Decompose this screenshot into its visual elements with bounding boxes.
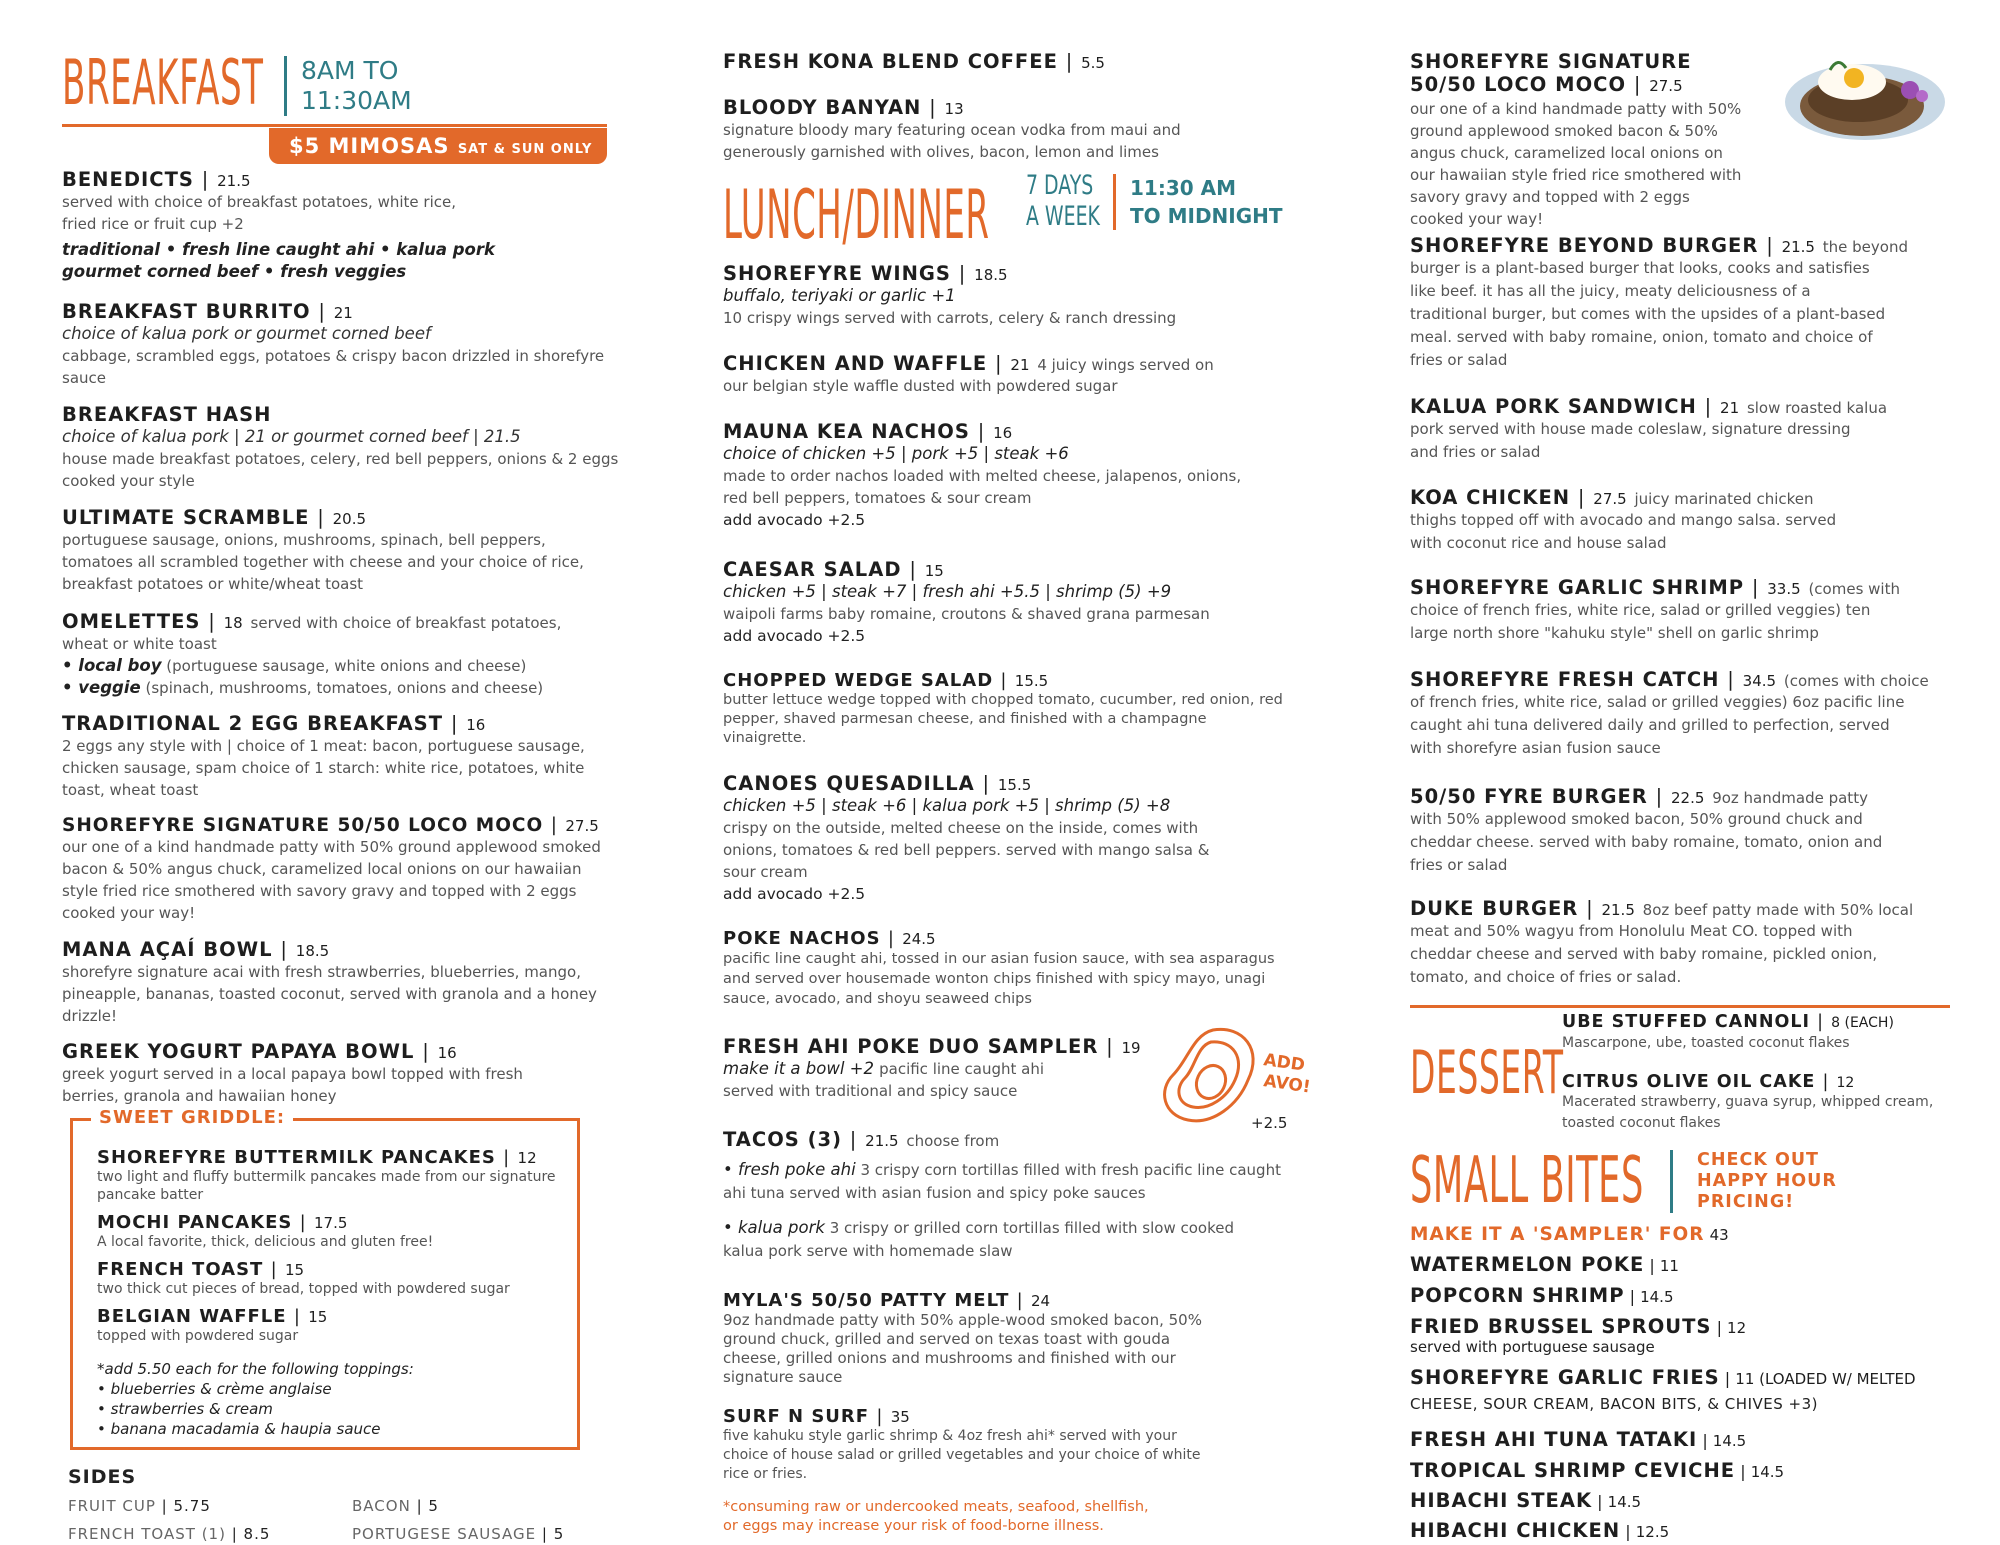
item-price: 11 bbox=[1659, 1257, 1679, 1275]
item-price: 21 bbox=[1010, 356, 1030, 374]
item-desc: with 50% applewood smoked bacon, 50% ground chuck and cheddar cheese. served with baby romaine, tomato, onion and fries or salad bbox=[1410, 810, 1883, 874]
item-desc: served with traditional and spicy sauce bbox=[723, 1082, 1018, 1100]
item-name: CITRUS OLIVE OIL CAKE bbox=[1562, 1072, 1816, 1092]
item-price: 15 bbox=[924, 562, 944, 580]
item-options: buffalo, teriyaki or garlic +1 bbox=[723, 286, 956, 305]
item-note: CHEESE, SOUR CREAM, BACON BITS, & CHIVES +3) bbox=[1410, 1395, 1818, 1413]
item-price: 16 bbox=[437, 1044, 457, 1062]
sweet-griddle-box bbox=[70, 1107, 580, 1450]
mimosa-label: $5 MIMOSAS bbox=[289, 134, 450, 158]
item-price: 18.5 bbox=[974, 266, 1008, 284]
item-options: chicken +5 | steak +6 | kalua pork +5 | shrimp (5) +8 bbox=[723, 796, 1171, 815]
small-bite-item: HIBACHI CHICKEN | 12.5 bbox=[1410, 1519, 1670, 1542]
happy-hour-line2: HAPPY HOUR bbox=[1697, 1171, 1837, 1191]
menu-item-loco-moco: SHOREFYRE SIGNATURE 50/50 LOCO MOCO | 27.5 our one of a kind handmade patty with 50% ground applewood smoked bacon & 50% angus chuck, caramelized local onions on our hawaiian style fried rice smothered with savory gravy and topped with 2 eggs cooked your way! bbox=[62, 815, 622, 924]
item-options: traditional • fresh line caught ahi • kalua pork bbox=[62, 240, 495, 259]
avo-badge-line1: ADD bbox=[1262, 1050, 1307, 1076]
item-name: HIBACHI STEAK bbox=[1410, 1489, 1593, 1512]
item-name: TRADITIONAL 2 EGG BREAKFAST bbox=[62, 712, 444, 735]
item-price: 13 bbox=[944, 100, 964, 118]
item-name-line2: 50/50 LOCO MOCO bbox=[1410, 73, 1627, 96]
item-name: MYLA'S 50/50 PATTY MELT bbox=[723, 1290, 1010, 1311]
item-options: chicken +5 | steak +7 | fresh ahi +5.5 | shrimp (5) +9 bbox=[723, 582, 1172, 601]
item-inline-desc: choose from bbox=[906, 1132, 1000, 1150]
item-name: SHOREFYRE GARLIC SHRIMP bbox=[1410, 576, 1745, 599]
menu-item-garlic-shrimp: SHOREFYRE GARLIC SHRIMP | 33.5 (comes with choice of french fries, white rice, salad or grilled veggies) ten large north shore "kahuku style" shell on garlic shrimp bbox=[1410, 576, 1970, 645]
item-desc: made to order nachos loaded with melted cheese, jalapenos, onions, red bell peppers, tomatoes & sour cream bbox=[723, 467, 1242, 507]
item-price: 35 bbox=[890, 1408, 910, 1426]
small-bite-item: FRESH AHI TUNA TATAKI | 14.5 bbox=[1410, 1428, 1747, 1451]
item-price: 27.5 bbox=[565, 817, 599, 835]
item-name: DUKE BURGER bbox=[1410, 897, 1579, 920]
item-desc: our one of a kind handmade patty with 50% ground applewood smoked bacon & 50% angus chuck, caramelized local onions on our hawaiian style fried rice smothered with savory gravy and topped with 2 eggs cooked your way! bbox=[1410, 100, 1742, 228]
avocado-icon bbox=[1153, 1020, 1313, 1140]
item-desc: five kahuku style garlic shrimp & 4oz fresh ahi* served with your choice of house salad or grilled vegetables and your choice of white rice or fries. bbox=[723, 1428, 1201, 1482]
item-inline-desc: served with choice of breakfast potatoes, bbox=[250, 614, 562, 632]
item-name: SURF N SURF bbox=[723, 1406, 870, 1427]
menu-item-beyond-burger: SHOREFYRE BEYOND BURGER | 21.5 the beyond burger is a plant-based burger that looks, cooks and satisfies like beef. it has all the juicy, meaty deliciousness of a traditional burger, but comes with the upsides of a plant-based meal. served with baby romaine, onion, tomato and choice of fries or salad bbox=[1410, 234, 1970, 372]
item-desc: burger is a plant-based burger that looks, cooks and satisfies like beef. it has all the juicy, meaty deliciousness of a traditional burger, but comes with the upsides of a plant-based meal. served with baby romaine, onion, tomato and choice of fries or salad bbox=[1410, 259, 1886, 369]
item-price: 12 bbox=[517, 1149, 537, 1167]
menu-item-tacos: TACOS (3) | 21.5 choose from • fresh poke ahi 3 crispy corn tortillas filled with fresh pacific line caught ahi tuna served with asian fusion and spicy poke sauces • kalua pork 3 crispy or grilled corn tortillas filled with slow cooked kalua pork serve with homemade slaw bbox=[723, 1128, 1281, 1260]
item-price: 21.5 bbox=[217, 172, 251, 190]
lunch-hours bbox=[1113, 174, 1283, 230]
menu-item-kalua-pork-sandwich: KALUA PORK SANDWICH | 21 slow roasted kalua pork served with house made coleslaw, signature dressing and fries or salad bbox=[1410, 395, 1970, 464]
avo-badge-line2: AVO! bbox=[1262, 1071, 1312, 1098]
menu-item-poke-nachos: POKE NACHOS | 24.5 pacific line caught ahi, tossed in our asian fusion sauce, with sea asparagus and served over housemade wonton chips finished with spicy mayo, unagi sauce, avocado, and shoyu seaweed chips bbox=[723, 928, 1293, 1009]
breakfast-hours bbox=[284, 56, 412, 116]
item-option-desc: 3 crispy corn tortillas filled with fresh pacific line caught ahi tuna served with asian fusion and spicy poke sauces bbox=[723, 1161, 1281, 1202]
item-price: 21.5 bbox=[1601, 901, 1635, 919]
item-name: FRESH KONA BLEND COFFEE bbox=[723, 50, 1058, 73]
item-name: TACOS (3) bbox=[723, 1128, 842, 1151]
item-name: FRESH AHI POKE DUO SAMPLER bbox=[723, 1035, 1099, 1058]
item-name: FRESH AHI TUNA TATAKI bbox=[1410, 1428, 1698, 1451]
item-desc: portuguese sausage, onions, mushrooms, spinach, bell peppers, tomatoes all scrambled together with cheese and your choice of rice, breakfast potatoes or white/wheat toast bbox=[62, 531, 584, 593]
item-price: 33.5 bbox=[1767, 580, 1801, 598]
item-name: KALUA PORK SANDWICH bbox=[1410, 395, 1697, 418]
item-options: make it a bowl +2 bbox=[723, 1059, 875, 1078]
item-desc: pacific line caught ahi, tossed in our asian fusion sauce, with sea asparagus and served over housemade wonton chips finished with spicy mayo, unagi sauce, avocado, and shoyu seaweed chips bbox=[723, 951, 1275, 1007]
item-option: • veggie bbox=[62, 678, 141, 697]
item-price: 22.5 bbox=[1670, 789, 1705, 807]
item-desc: Mascarpone, ube, toasted coconut flakes bbox=[1562, 1035, 1850, 1051]
item-name: CAESAR SALAD bbox=[723, 558, 902, 581]
item-desc: greek yogurt served in a local papaya bowl topped with fresh berries, granola and hawaiian honey bbox=[62, 1065, 523, 1105]
side-price: 5 bbox=[428, 1497, 439, 1515]
sweet-griddle-title: SWEET GRIDDLE: bbox=[91, 1107, 293, 1128]
item-price: 16 bbox=[466, 716, 486, 734]
disclaimer-line1: *consuming raw or undercooked meats, seafood, shellfish, bbox=[723, 1499, 1149, 1515]
item-desc: choice of french fries, white rice, salad or grilled veggies) ten large north shore "kahuku style" shell on garlic shrimp bbox=[1410, 601, 1871, 642]
lunch-days-line1: 7 DAYS bbox=[1026, 170, 1094, 201]
menu-item-coffee: FRESH KONA BLEND COFFEE | 5.5 bbox=[723, 50, 1105, 73]
toppings-title: *add 5.50 each for the following toppings: bbox=[97, 1360, 414, 1378]
breakfast-rule bbox=[62, 124, 607, 127]
item-note: served with portuguese sausage bbox=[1410, 1338, 1655, 1356]
item-price: 15 bbox=[284, 1261, 305, 1279]
side-name: PORTUGESE SAUSAGE bbox=[352, 1525, 537, 1543]
item-price: 16 bbox=[993, 424, 1013, 442]
food-safety-disclaimer bbox=[723, 1498, 1293, 1536]
item-options: gourmet corned beef • fresh veggies bbox=[62, 262, 407, 281]
item-inline-desc: slow roasted kalua bbox=[1746, 399, 1888, 417]
item-desc: A local favorite, thick, delicious and gluten free! bbox=[97, 1234, 434, 1250]
item-price: 21.5 bbox=[865, 1132, 899, 1150]
item-price: 15.5 bbox=[1014, 672, 1049, 690]
sampler-price: 43 bbox=[1709, 1226, 1729, 1244]
small-bite-item: TROPICAL SHRIMP CEVICHE | 14.5 bbox=[1410, 1459, 1785, 1482]
item-name: CHOPPED WEDGE SALAD bbox=[723, 670, 994, 691]
lunch-hours-line1: 11:30 AM bbox=[1130, 176, 1237, 200]
item-option: • local boy bbox=[62, 656, 162, 675]
item-name: SHOREFYRE BEYOND BURGER bbox=[1410, 234, 1759, 257]
item-price: 14.5 bbox=[1750, 1463, 1785, 1481]
item-price: 18.5 bbox=[295, 942, 330, 960]
item-desc: waipoli farms baby romaine, croutons & shaved grana parmesan bbox=[723, 605, 1210, 623]
item-addon: add avocado +2.5 bbox=[723, 885, 866, 903]
sampler-offer bbox=[1410, 1224, 1970, 1245]
menu-item-yogurt-bowl: GREEK YOGURT PAPAYA BOWL | 16 greek yogurt served in a local papaya bowl topped with fresh berries, granola and hawaiian honey bbox=[62, 1040, 622, 1107]
menu-item-koa-chicken: KOA CHICKEN | 27.5 juicy marinated chicken thighs topped off with avocado and mango salsa. served with coconut rice and house salad bbox=[1410, 486, 1970, 555]
dessert-item: CITRUS OLIVE OIL CAKE | 12 Macerated strawberry, guava syrup, whipped cream, toasted coconut flakes bbox=[1562, 1072, 1972, 1134]
item-option-desc: (portuguese sausage, white onions and cheese) bbox=[166, 657, 527, 675]
item-name: BREAKFAST BURRITO bbox=[62, 300, 311, 323]
side-item: FRUIT CUP | 5.75 bbox=[68, 1497, 211, 1515]
item-price: 24 bbox=[1031, 1292, 1051, 1310]
item-desc: wheat or white toast bbox=[62, 635, 217, 653]
item-desc: butter lettuce wedge topped with chopped tomato, cucumber, red onion, red pepper, shaved parmesan cheese, and finished with a champagne vinaigrette. bbox=[723, 692, 1283, 746]
item-name: MAUNA KEA NACHOS bbox=[723, 420, 970, 443]
item-price: 14.5 bbox=[1640, 1288, 1674, 1306]
item-inline-desc: juicy marinated chicken bbox=[1634, 490, 1814, 508]
item-addon: add avocado +2.5 bbox=[723, 627, 866, 645]
item-name: FRENCH TOAST bbox=[97, 1259, 264, 1280]
disclaimer-line2: or eggs may increase your risk of food-borne illness. bbox=[723, 1518, 1104, 1534]
item-name: KOA CHICKEN bbox=[1410, 486, 1571, 509]
sides-section bbox=[68, 1466, 628, 1488]
dessert-divider bbox=[1410, 1005, 1950, 1008]
item-inline-desc: pacific line caught ahi bbox=[879, 1060, 1045, 1078]
item-name: BENEDICTS bbox=[62, 168, 194, 191]
item-price: 12.5 bbox=[1635, 1523, 1670, 1541]
item-desc: fried rice or fruit cup +2 bbox=[62, 215, 244, 233]
small-bite-item: FRIED BRUSSEL SPROUTS | 12 served with portuguese sausage bbox=[1410, 1315, 1970, 1356]
item-desc: crispy on the outside, melted cheese on the inside, comes with onions, tomatoes & red bell peppers. served with mango salsa & sour cream bbox=[723, 819, 1210, 881]
topping-item: • banana macadamia & haupia sauce bbox=[97, 1420, 381, 1438]
griddle-item: MOCHI PANCAKES | 17.5 A local favorite, thick, delicious and gluten free! bbox=[97, 1212, 562, 1251]
item-desc: two thick cut pieces of bread, topped with powdered sugar bbox=[97, 1281, 510, 1297]
item-price: 15 bbox=[308, 1308, 328, 1326]
item-price: 18 bbox=[223, 614, 243, 632]
griddle-item: FRENCH TOAST | 15 two thick cut pieces of bread, topped with powdered sugar bbox=[97, 1259, 562, 1298]
side-name: BACON bbox=[352, 1497, 411, 1515]
item-price: 15.5 bbox=[997, 776, 1032, 794]
item-name: UBE STUFFED CANNOLI bbox=[1562, 1012, 1811, 1032]
lunch-dinner-title: LUNCH/DINNER bbox=[723, 176, 990, 255]
item-name: POKE NACHOS bbox=[723, 928, 881, 949]
small-bite-item: SHOREFYRE GARLIC FRIES | 11 (LOADED W/ MELTED CHEESE, SOUR CREAM, BACON BITS, & CHIVES +3) bbox=[1410, 1366, 1970, 1419]
item-options: choice of chicken +5 | pork +5 | steak +6 bbox=[723, 444, 1069, 463]
item-price: 14.5 bbox=[1712, 1432, 1747, 1450]
item-options: choice of kalua pork | 21 or gourmet corned beef | 21.5 bbox=[62, 427, 521, 446]
sides-title: SIDES bbox=[68, 1466, 137, 1488]
item-option-desc: 3 crispy or grilled corn tortillas filled with slow cooked kalua pork serve with homemade slaw bbox=[723, 1219, 1235, 1260]
menu-item-poke-duo: FRESH AHI POKE DUO SAMPLER | 19 make it a bowl +2 pacific line caught ahi served with traditional and spicy sauce bbox=[723, 1035, 1143, 1102]
item-name: FRIED BRUSSEL SPROUTS bbox=[1410, 1315, 1712, 1338]
happy-hour-line1: CHECK OUT bbox=[1697, 1150, 1819, 1170]
item-price: 21 bbox=[1720, 399, 1740, 417]
item-option: • fresh poke ahi bbox=[723, 1160, 856, 1179]
menu-item-quesadilla: CANOES QUESADILLA | 15.5 chicken +5 | steak +6 | kalua pork +5 | shrimp (5) +8 crispy on the outside, melted cheese on the inside, comes with onions, tomatoes & red bell peppers. served with mango salsa & sour cream add avocado +2.5 bbox=[723, 772, 1293, 905]
item-name: 50/50 FYRE BURGER bbox=[1410, 785, 1648, 808]
item-inline-desc: (comes with choice bbox=[1783, 672, 1929, 690]
item-price: 12 bbox=[1836, 1075, 1855, 1091]
menu-item-benedicts: BENEDICTS | 21.5 served with choice of breakfast potatoes, white rice, fried rice or fruit cup +2 traditional • fresh line caught ahi • kalua pork gourmet corned beef • fresh veggies bbox=[62, 168, 622, 283]
item-price: 34.5 bbox=[1742, 672, 1777, 690]
item-price: 14.5 bbox=[1607, 1493, 1642, 1511]
item-option-desc: (spinach, mushrooms, tomatoes, onions and cheese) bbox=[145, 679, 544, 697]
item-addon: add avocado +2.5 bbox=[723, 511, 866, 529]
item-name: CANOES QUESADILLA bbox=[723, 772, 975, 795]
dessert-item: UBE STUFFED CANNOLI | 8 (EACH) Mascarpone, ube, toasted coconut flakes bbox=[1562, 1012, 1972, 1054]
breakfast-hours-line1: 8AM TO bbox=[301, 56, 399, 85]
small-bite-item: HIBACHI STEAK | 14.5 bbox=[1410, 1489, 1642, 1512]
menu-item-fyre-burger: 50/50 FYRE BURGER | 22.5 9oz handmade patty with 50% applewood smoked bacon, 50% ground chuck and cheddar cheese. served with baby romaine, tomato, onion and fries or salad bbox=[1410, 785, 1970, 877]
griddle-item: BELGIAN WAFFLE | 15 topped with powdered sugar bbox=[97, 1306, 562, 1345]
item-desc: served with choice of breakfast potatoes, white rice, bbox=[62, 193, 456, 211]
item-name: HIBACHI CHICKEN bbox=[1410, 1519, 1621, 1542]
menu-item-acai-bowl: MANA AÇAÍ BOWL | 18.5 shorefyre signature acai with fresh strawberries, blueberries, mango, pineapple, bananas, toasted coconut, served with granola and a honey drizzle! bbox=[62, 938, 622, 1027]
side-price: 5.75 bbox=[173, 1497, 211, 1515]
item-name: POPCORN SHRIMP bbox=[1410, 1284, 1625, 1307]
item-desc: our belgian style waffle dusted with powdered sugar bbox=[723, 377, 1118, 395]
item-name: TROPICAL SHRIMP CEVICHE bbox=[1410, 1459, 1736, 1482]
item-desc: of french fries, white rice, salad or grilled veggies) 6oz pacific line caught ahi tuna delivered daily and grilled to perfection, served with shorefyre asian fusion sauce bbox=[1410, 693, 1905, 757]
item-inline-desc: 4 juicy wings served on bbox=[1037, 356, 1214, 374]
item-price: 21.5 bbox=[1781, 238, 1815, 256]
item-inline-desc: 8oz beef patty made with 50% local bbox=[1642, 901, 1914, 919]
item-price: 24.5 bbox=[902, 930, 936, 948]
menu-item-fresh-catch: SHOREFYRE FRESH CATCH | 34.5 (comes with choice of french fries, white rice, salad or grilled veggies) 6oz pacific line caught ahi tuna delivered daily and grilled to perfection, served with shorefyre asian fusion sauce bbox=[1410, 668, 1970, 760]
menu-item-duke-burger: DUKE BURGER | 21.5 8oz beef patty made with 50% local meat and 50% wagyu from Honolulu Meat CO. topped with cheddar cheese and served with baby romaine, pickled onion, tomato, and choice of fries or salad. bbox=[1410, 897, 1970, 989]
item-desc: two light and fluffy buttermilk pancakes made from our signature pancake batter bbox=[97, 1169, 556, 1203]
menu-item-bloody-banyan: BLOODY BANYAN | 13 signature bloody mary featuring ocean vodka from maui and generously garnished with olives, bacon, lemon and limes bbox=[723, 96, 1293, 163]
item-desc: 9oz handmade patty with 50% apple-wood smoked bacon, 50% ground chuck, grilled and served on texas toast with gouda cheese, grilled onions and mushrooms and finished with our signature sauce bbox=[723, 1311, 1202, 1386]
item-name: BELGIAN WAFFLE bbox=[97, 1306, 287, 1327]
signature-loco-moco-desc bbox=[1410, 98, 1970, 230]
item-price: 19 bbox=[1121, 1039, 1141, 1057]
lunch-hours-line2: TO MIDNIGHT bbox=[1130, 204, 1283, 228]
sampler-label: MAKE IT A 'SAMPLER' FOR bbox=[1410, 1224, 1705, 1245]
dessert-title: DESSERT bbox=[1410, 1038, 1564, 1108]
item-name: MANA AÇAÍ BOWL bbox=[62, 938, 273, 961]
happy-hour-note bbox=[1670, 1150, 1837, 1213]
item-name: CHICKEN AND WAFFLE bbox=[723, 352, 988, 375]
item-price: 12 bbox=[1727, 1319, 1747, 1337]
item-price: 11 (LOADED W/ MELTED bbox=[1735, 1370, 1916, 1388]
item-price: 17.5 bbox=[313, 1214, 348, 1232]
item-desc: thighs topped off with avocado and mango salsa. served with coconut rice and house salad bbox=[1410, 511, 1837, 552]
mimosa-note: SAT & SUN ONLY bbox=[457, 142, 593, 157]
item-options: choice of kalua pork or gourmet corned beef bbox=[62, 324, 431, 343]
menu-item-ultimate-scramble: ULTIMATE SCRAMBLE | 20.5 portuguese sausage, onions, mushrooms, spinach, bell peppers, tomatoes all scrambled together with cheese and your choice of rice, breakfast potatoes or white/wheat toast bbox=[62, 506, 622, 595]
side-item: PORTUGESE SAUSAGE | 5 bbox=[352, 1525, 565, 1543]
item-inline-desc: 9oz handmade patty bbox=[1712, 789, 1868, 807]
item-option: • kalua pork bbox=[723, 1218, 825, 1237]
lunch-days-line2: A WEEK bbox=[1026, 201, 1100, 232]
item-name: GREEK YOGURT PAPAYA BOWL bbox=[62, 1040, 415, 1063]
item-desc: shorefyre signature acai with fresh strawberries, blueberries, mango, pineapple, bananas, toasted coconut, served with granola and a honey drizzle! bbox=[62, 963, 597, 1025]
side-item: BACON | 5 bbox=[352, 1497, 439, 1515]
side-item: FRENCH TOAST (1) | 8.5 bbox=[68, 1525, 271, 1543]
breakfast-title: BREAKFAST bbox=[62, 46, 264, 119]
item-price: 27.5 bbox=[1593, 490, 1627, 508]
item-name: SHOREFYRE GARLIC FRIES bbox=[1410, 1366, 1720, 1389]
item-name: ULTIMATE SCRAMBLE bbox=[62, 506, 310, 529]
menu-item-nachos: MAUNA KEA NACHOS | 16 choice of chicken +5 | pork +5 | steak +6 made to order nachos loaded with melted cheese, jalapenos, onions, red bell peppers, tomatoes & sour cream add avocado +2.5 bbox=[723, 420, 1293, 531]
item-desc: signature bloody mary featuring ocean vodka from maui and generously garnished with olives, bacon, lemon and limes bbox=[723, 121, 1181, 161]
item-desc: house made breakfast potatoes, celery, red bell peppers, onions & 2 eggs cooked your style bbox=[62, 450, 619, 490]
menu-item-chicken-waffle: CHICKEN AND WAFFLE | 21 4 juicy wings served on our belgian style waffle dusted with powdered sugar bbox=[723, 352, 1293, 397]
menu-item-patty-melt: MYLA'S 50/50 PATTY MELT | 24 9oz handmade patty with 50% apple-wood smoked bacon, 50% ground chuck, grilled and served on texas toast with gouda cheese, grilled onions and mushrooms and finished with our signature sauce bbox=[723, 1290, 1293, 1387]
item-desc: Macerated strawberry, guava syrup, whipped cream, toasted coconut flakes bbox=[1562, 1094, 1934, 1131]
breakfast-hours-line2: 11:30AM bbox=[301, 86, 412, 115]
menu-item-traditional-breakfast: TRADITIONAL 2 EGG BREAKFAST | 16 2 eggs any style with | choice of 1 meat: bacon, portuguese sausage, chicken sausage, spam choice of 1 starch: white rice, potatoes, white toast, wheat toast bbox=[62, 712, 622, 801]
side-price: 5 bbox=[553, 1525, 565, 1543]
item-price: 27.5 bbox=[1649, 77, 1683, 95]
lunch-days bbox=[1026, 170, 1100, 232]
item-inline-desc: (comes with bbox=[1808, 580, 1900, 598]
item-desc: our one of a kind handmade patty with 50% ground applewood smoked bacon & 50% angus chuck, caramelized local onions on our hawaiian style fried rice smothered with savory gravy and topped with 2 eggs cooked your way! bbox=[62, 838, 601, 922]
small-bite-item: WATERMELON POKE | 11 bbox=[1410, 1253, 1679, 1276]
item-name: MOCHI PANCAKES bbox=[97, 1212, 293, 1233]
menu-item-wings: SHOREFYRE WINGS | 18.5 buffalo, teriyaki or garlic +1 10 crispy wings served with carrots, celery & ranch dressing bbox=[723, 262, 1293, 329]
small-bite-item: POPCORN SHRIMP | 14.5 bbox=[1410, 1284, 1674, 1307]
side-name: FRENCH TOAST (1) bbox=[68, 1525, 226, 1543]
item-desc: cabbage, scrambled eggs, potatoes & crispy bacon drizzled in shorefyre sauce bbox=[62, 347, 605, 387]
item-name: BREAKFAST HASH bbox=[62, 403, 272, 426]
menu-item-surf-n-surf: SURF N SURF | 35 five kahuku style garlic shrimp & 4oz fresh ahi* served with your choice of house salad or grilled vegetables and your choice of white rice or fries. bbox=[723, 1406, 1293, 1484]
side-price: 8.5 bbox=[243, 1525, 271, 1543]
item-desc: topped with powdered sugar bbox=[97, 1328, 299, 1344]
menu-item-omelettes: OMELETTES | 18 served with choice of breakfast potatoes, wheat or white toast • local boy (portuguese sausage, white onions and cheese) • veggie (spinach, mushrooms, tomatoes, onions and cheese) bbox=[62, 610, 622, 699]
item-name: SHOREFYRE SIGNATURE 50/50 LOCO MOCO bbox=[62, 815, 544, 836]
topping-item: • strawberries & cream bbox=[97, 1400, 273, 1418]
item-name: BLOODY BANYAN bbox=[723, 96, 922, 119]
item-name: WATERMELON POKE bbox=[1410, 1253, 1645, 1276]
menu-item-breakfast-burrito: BREAKFAST BURRITO | 21 choice of kalua pork or gourmet corned beef cabbage, scrambled eggs, potatoes & crispy bacon drizzled in shorefyre sauce bbox=[62, 300, 622, 389]
item-desc: meat and 50% wagyu from Honolulu Meat CO. topped with cheddar cheese and served with baby romaine, pickled onion, tomato, and choice of fries or salad. bbox=[1410, 922, 1878, 986]
griddle-item: SHOREFYRE BUTTERMILK PANCAKES | 12 two light and fluffy buttermilk pancakes made from our signature pancake batter bbox=[97, 1147, 562, 1204]
item-inline-desc: the beyond bbox=[1822, 238, 1908, 256]
item-name: SHOREFYRE WINGS bbox=[723, 262, 951, 285]
topping-item: • blueberries & crème anglaise bbox=[97, 1380, 332, 1398]
menu-item-caesar-salad: CAESAR SALAD | 15 chicken +5 | steak +7 | fresh ahi +5.5 | shrimp (5) +9 waipoli farms baby romaine, croutons & shaved grana parmesan add avocado +2.5 bbox=[723, 558, 1293, 647]
item-price: 21 bbox=[333, 304, 353, 322]
item-name: SHOREFYRE BUTTERMILK PANCAKES bbox=[97, 1147, 496, 1168]
avo-badge-price: +2.5 bbox=[1251, 1114, 1288, 1132]
side-name: FRUIT CUP bbox=[68, 1497, 156, 1515]
item-name-line1: SHOREFYRE SIGNATURE bbox=[1410, 50, 1692, 73]
item-name: OMELETTES bbox=[62, 610, 201, 633]
menu-item-breakfast-hash bbox=[62, 403, 622, 492]
mimosa-banner bbox=[269, 128, 607, 164]
happy-hour-line3: PRICING! bbox=[1697, 1192, 1795, 1212]
small-bites-title: SMALL BITES bbox=[1410, 1144, 1644, 1218]
item-desc: pork served with house made coleslaw, signature dressing and fries or salad bbox=[1410, 420, 1851, 461]
item-price: 8 (EACH) bbox=[1831, 1015, 1894, 1031]
menu-item-signature-loco-moco: SHOREFYRE SIGNATURE 50/50 LOCO MOCO | 27.5 bbox=[1410, 50, 1770, 96]
item-name: SHOREFYRE FRESH CATCH bbox=[1410, 668, 1720, 691]
item-desc: 10 crispy wings served with carrots, celery & ranch dressing bbox=[723, 309, 1177, 327]
item-price: 5.5 bbox=[1081, 54, 1105, 72]
item-price: 20.5 bbox=[332, 510, 367, 528]
item-desc: 2 eggs any style with | choice of 1 meat: bacon, portuguese sausage, chicken sausage, spam choice of 1 starch: white rice, potatoes, white toast, wheat toast bbox=[62, 737, 585, 799]
menu-item-wedge-salad: CHOPPED WEDGE SALAD | 15.5 butter lettuce wedge topped with chopped tomato, cucumber, red onion, red pepper, shaved parmesan cheese, and finished with a champagne vinaigrette. bbox=[723, 670, 1293, 748]
